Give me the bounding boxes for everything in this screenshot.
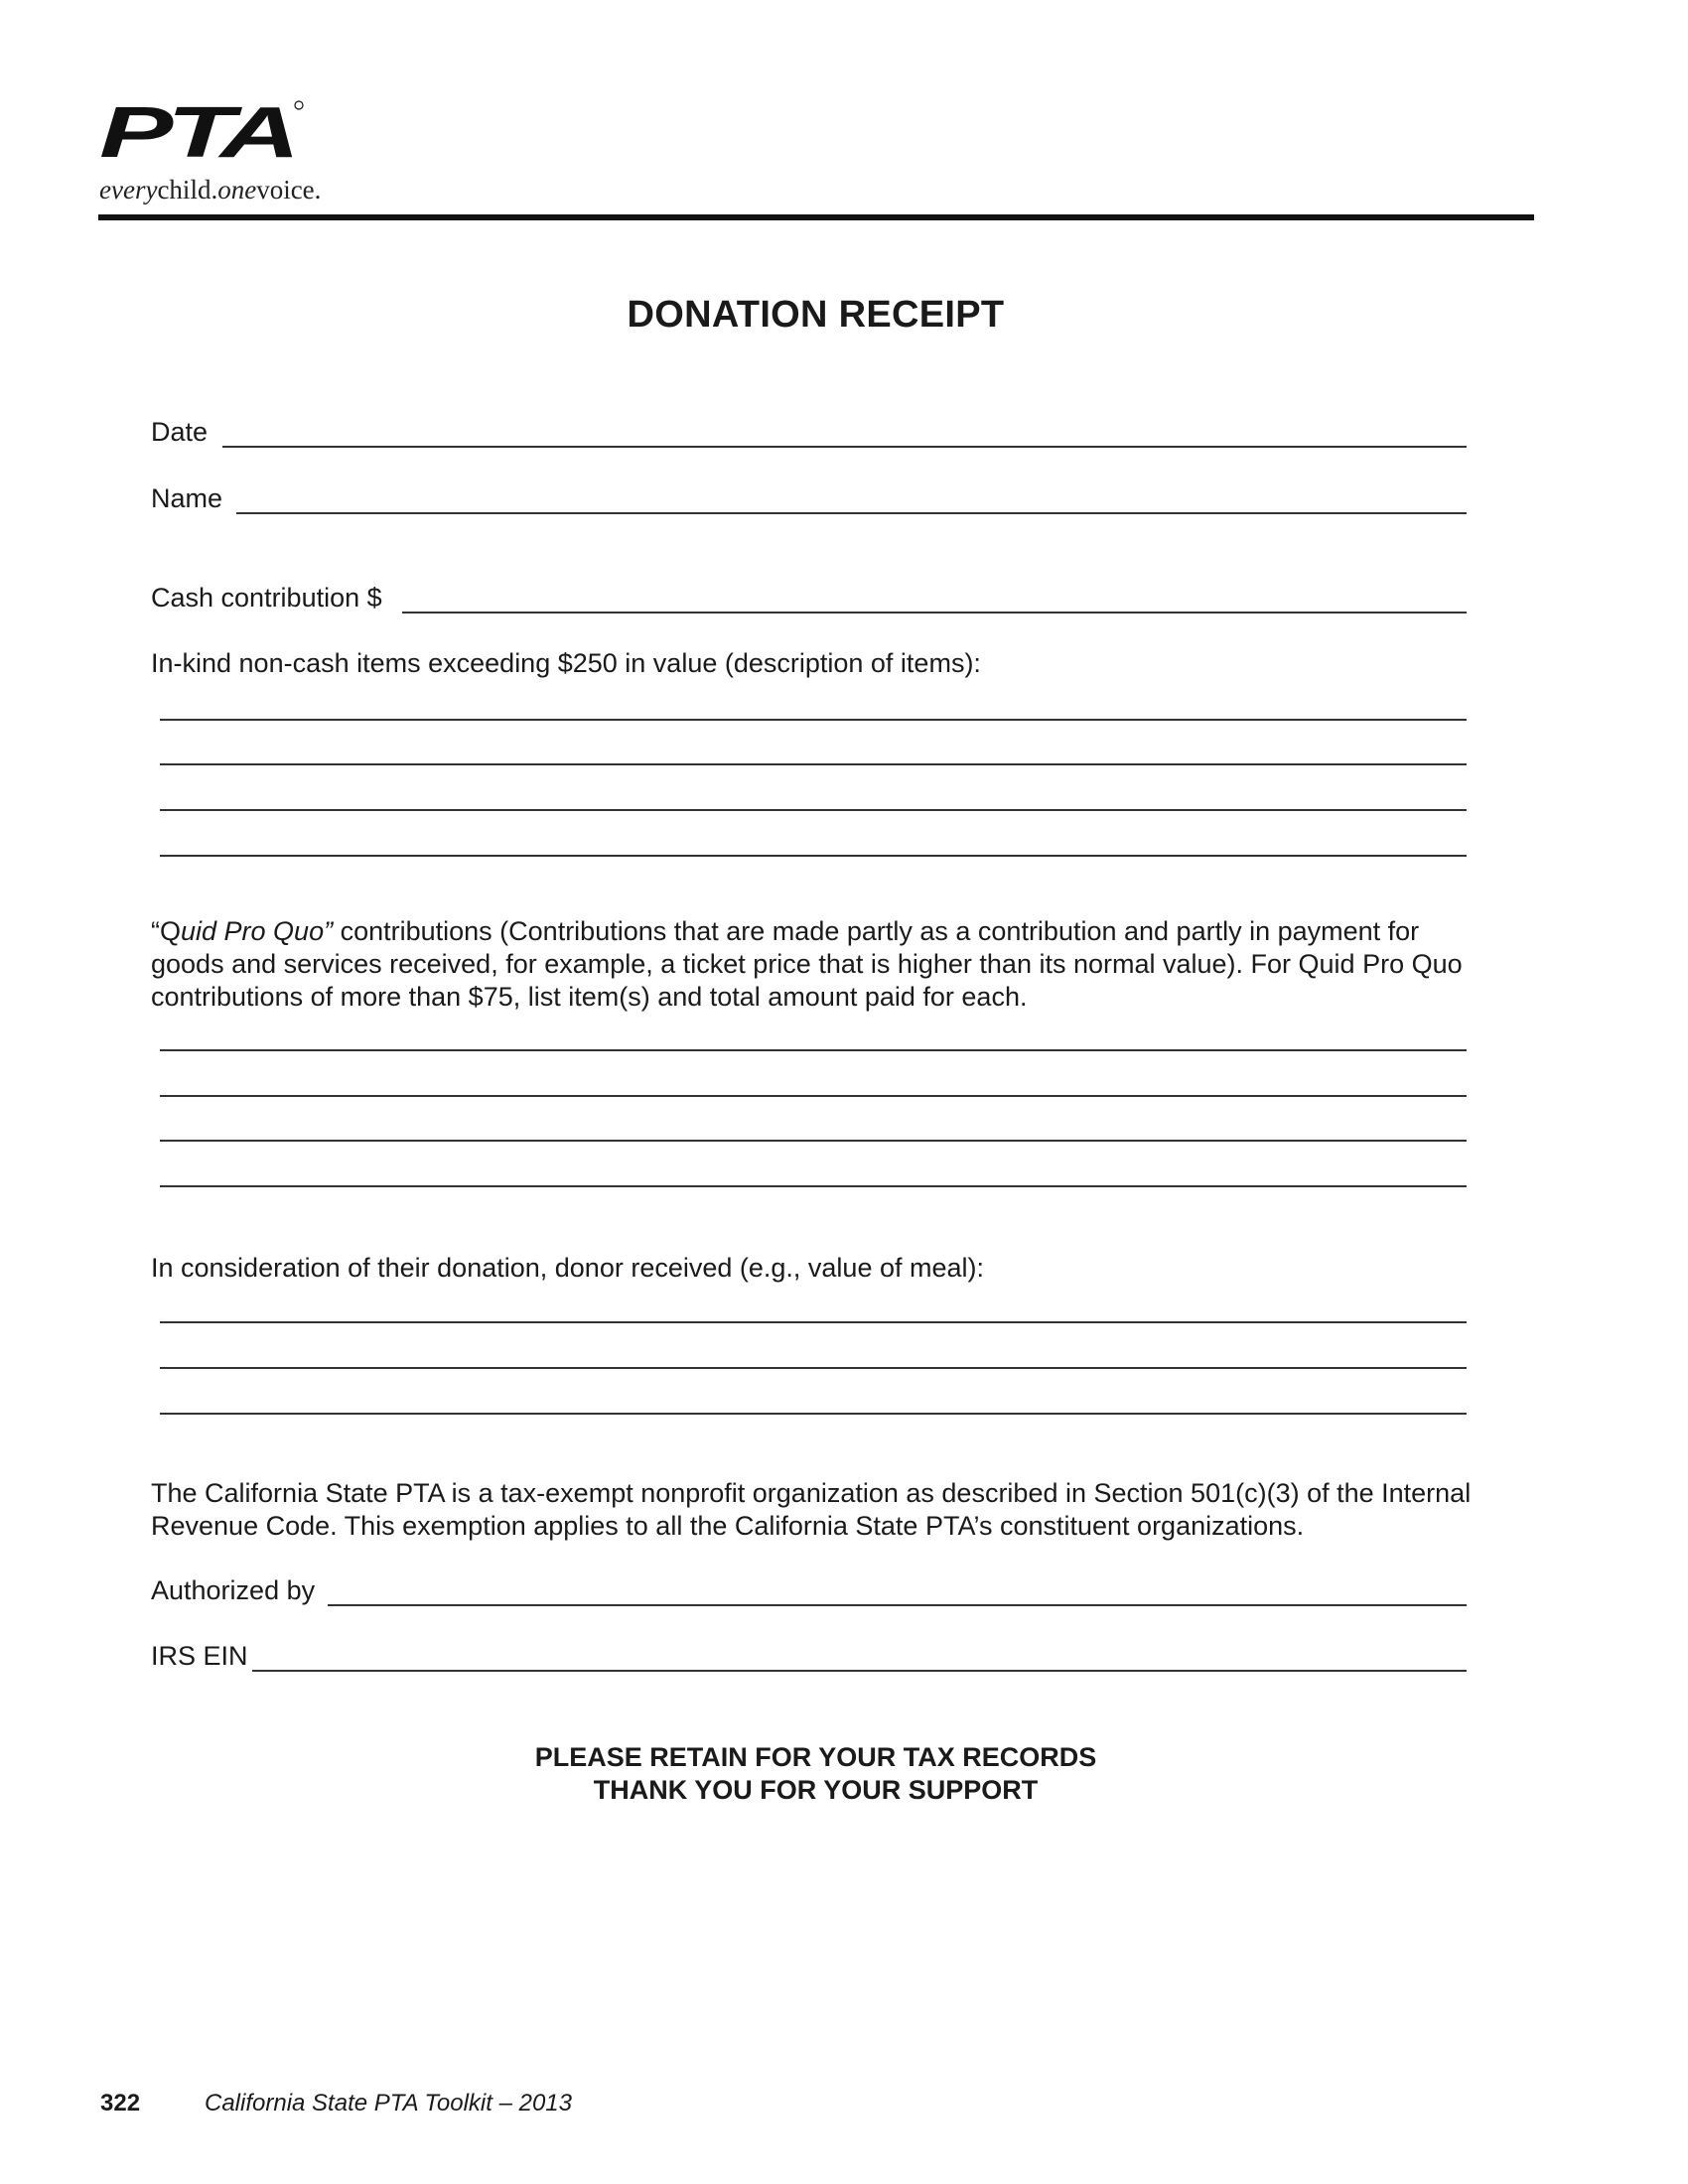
inkind-line-3[interactable] — [160, 809, 1467, 811]
inkind-line-4[interactable] — [160, 855, 1467, 857]
irs-ein-field[interactable] — [252, 1670, 1467, 1672]
authorized-by-label: Authorized by — [151, 1575, 316, 1605]
inkind-line-2[interactable] — [160, 763, 1467, 765]
consideration-line-3[interactable] — [160, 1413, 1467, 1415]
consideration-line-2[interactable] — [160, 1367, 1467, 1369]
inkind-line-1[interactable] — [160, 719, 1467, 721]
cash-contribution-field[interactable] — [402, 612, 1467, 614]
name-field[interactable] — [236, 512, 1467, 514]
page-title: DONATION RECEIPT — [627, 294, 1005, 336]
closing-thanks: THANK YOU FOR YOUR SUPPORT — [593, 1775, 1039, 1805]
quid-pro-quo-line-3[interactable] — [160, 1140, 1467, 1142]
quid-pro-quo-line-1[interactable] — [160, 1049, 1467, 1051]
irs-ein-label: IRS EIN — [151, 1641, 248, 1671]
tax-exempt-statement: The California State PTA is a tax-exempt nonprofit organization as described in Section 501(c)(3) of the Internal Revenue Code. This exemption applies to all the California State PTA’s constituent organizations. — [151, 1478, 1472, 1541]
date-label: Date — [151, 417, 209, 447]
publication-title: California State PTA Toolkit – 2013 — [205, 2090, 572, 2116]
pta-logo — [97, 97, 355, 206]
consideration-label: In consideration of their donation, donor received (e.g., value of meal): — [151, 1253, 984, 1283]
name-label: Name — [151, 483, 223, 513]
page-number: 322 — [100, 2090, 141, 2116]
date-field[interactable] — [222, 446, 1467, 448]
header-divider — [98, 214, 1534, 220]
registered-mark-icon — [295, 101, 303, 109]
consideration-line-1[interactable] — [160, 1321, 1467, 1323]
authorized-by-field[interactable] — [328, 1604, 1467, 1606]
pta-logo-mark — [97, 97, 306, 167]
inkind-label: In-kind non-cash items exceeding $250 in value (description of items): — [151, 648, 981, 678]
quid-pro-quo-line-4[interactable] — [160, 1185, 1467, 1187]
logo-tagline: everychild.onevoice. — [99, 175, 322, 205]
cash-contribution-label: Cash contribution $ — [151, 583, 382, 613]
quid-pro-quo-paragraph: “Quid Pro Quo” contributions (Contributions that are made partly as a contribution and partly in payment for goods and services received, for example, a ticket price that is higher than its normal value). For Quid Pro Quo contributions of more than $75, list item(s) and total amount paid for each. — [151, 916, 1463, 1012]
quid-pro-quo-line-2[interactable] — [160, 1095, 1467, 1097]
closing-retain: PLEASE RETAIN FOR YOUR TAX RECORDS — [534, 1742, 1097, 1772]
logo-wordmark: PTA — [99, 97, 294, 167]
